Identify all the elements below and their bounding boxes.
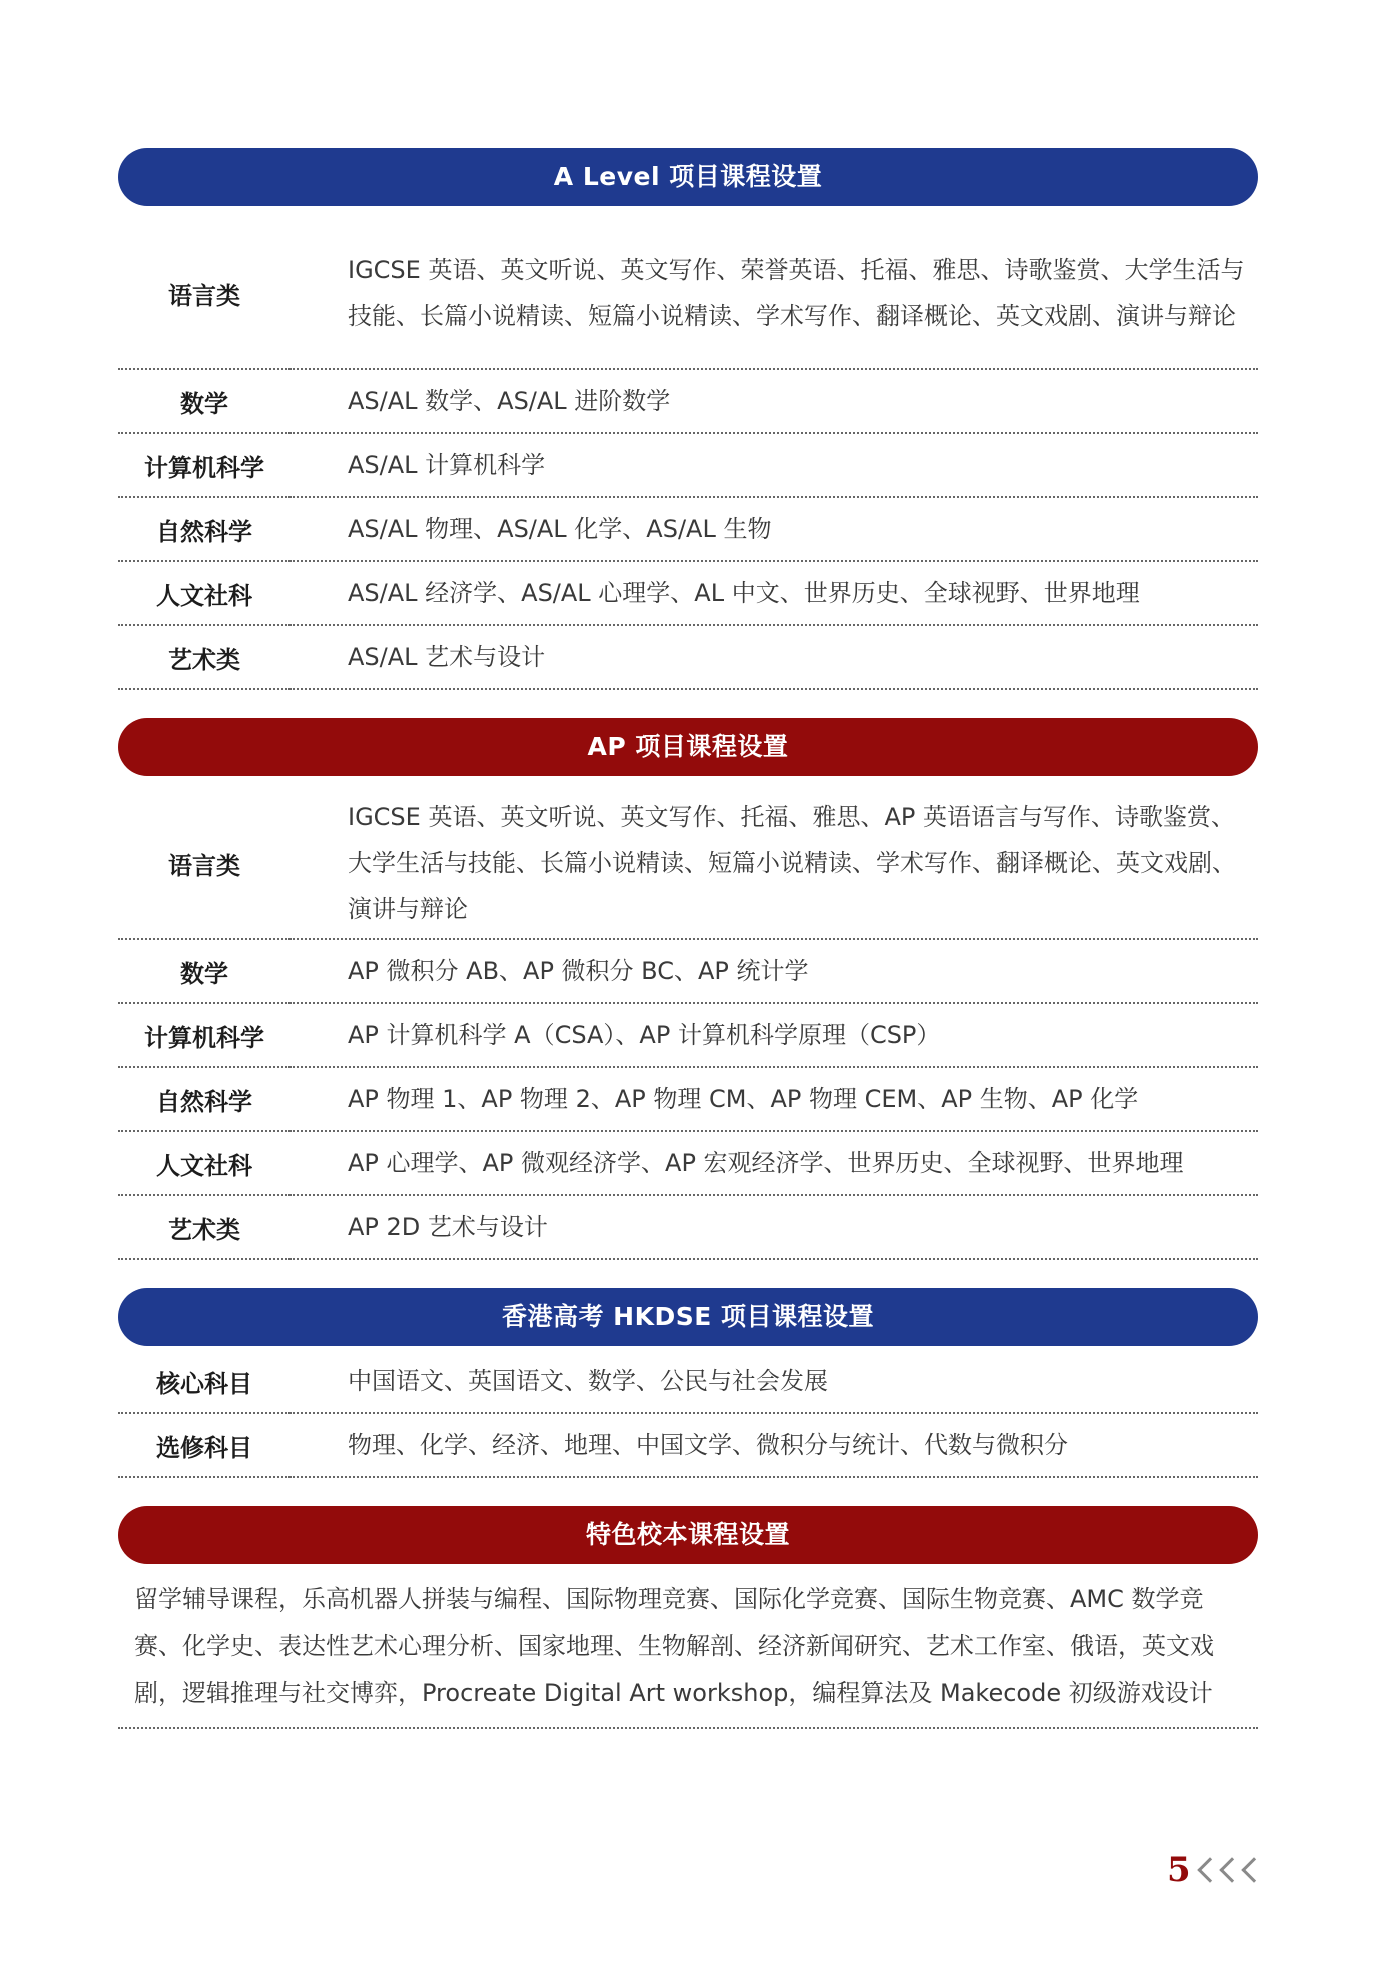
course-list: AS/AL 数学、AS/AL 进阶数学: [290, 369, 1258, 433]
table-row: [118, 369, 1258, 433]
table-row: [118, 1413, 1258, 1477]
category-label: 选修科目: [118, 1413, 290, 1477]
page-number-value: 5: [1167, 1850, 1191, 1890]
category-label: 自然科学: [118, 497, 290, 561]
table-row: [118, 1195, 1258, 1259]
category-label: 数学: [118, 369, 290, 433]
table-row: [118, 433, 1258, 497]
chevrons-left-icon: [1197, 1861, 1263, 1879]
category-label: 人文社科: [118, 561, 290, 625]
category-label: 自然科学: [118, 1067, 290, 1131]
category-label: 数学: [118, 939, 290, 1003]
table-row: [118, 1131, 1258, 1195]
ap-table: [118, 788, 1258, 1260]
category-label: 艺术类: [118, 625, 290, 689]
category-label: 核心科目: [118, 1350, 290, 1413]
table-row: [118, 1003, 1258, 1067]
course-list: 中国语文、英国语文、数学、公民与社会发展: [290, 1350, 1258, 1413]
course-list: IGCSE 英语、英文听说、英文写作、托福、雅思、AP 英语语言与写作、诗歌鉴赏、大学生活与技能、长篇小说精读、短篇小说精读、学术写作、翻译概论、英文戏剧、演讲与辩论: [290, 788, 1258, 939]
course-list: AP 2D 艺术与设计: [290, 1195, 1258, 1259]
course-list: AS/AL 经济学、AS/AL 心理学、AL 中文、世界历史、全球视野、世界地理: [290, 561, 1258, 625]
category-label: 语言类: [118, 788, 290, 939]
course-list: IGCSE 英语、英文听说、英文写作、荣誉英语、托福、雅思、诗歌鉴赏、大学生活与技能、长篇小说精读、短篇小说精读、学术写作、翻译概论、英文戏剧、演讲与辩论: [290, 218, 1258, 369]
ap-banner: AP 项目课程设置: [118, 718, 1258, 776]
table-row: [118, 1350, 1258, 1413]
hkdse-banner: 香港高考 HKDSE 项目课程设置: [118, 1288, 1258, 1346]
table-row: [118, 625, 1258, 689]
alevel-table: [118, 218, 1258, 690]
table-row: [118, 561, 1258, 625]
course-list: AP 微积分 AB、AP 微积分 BC、AP 统计学: [290, 939, 1258, 1003]
course-list: AP 物理 1、AP 物理 2、AP 物理 CM、AP 物理 CEM、AP 生物、AP 化学: [290, 1067, 1258, 1131]
course-page: [118, 148, 1258, 1729]
table-row: [118, 939, 1258, 1003]
category-label: 语言类: [118, 218, 290, 369]
special-banner: 特色校本课程设置: [118, 1506, 1258, 1564]
special-course-text: 留学辅导课程，乐高机器人拼装与编程、国际物理竞赛、国际化学竞赛、国际生物竞赛、AMC 数学竞赛、化学史、表达性艺术心理分析、国家地理、生物解剖、经济新闻研究、艺术工作室、俄语，英文戏剧，逻辑推理与社交博弈，Procreate Digital Art workshop，编程算法及 Makecode 初级游戏设计: [118, 1564, 1258, 1729]
course-list: AS/AL 计算机科学: [290, 433, 1258, 497]
alevel-banner: A Level 项目课程设置: [118, 148, 1258, 206]
table-row: [118, 788, 1258, 939]
category-label: 计算机科学: [118, 1003, 290, 1067]
page-number: [1167, 1850, 1263, 1890]
course-list: 物理、化学、经济、地理、中国文学、微积分与统计、代数与微积分: [290, 1413, 1258, 1477]
table-row: [118, 1067, 1258, 1131]
table-row: [118, 218, 1258, 369]
course-list: AP 心理学、AP 微观经济学、AP 宏观经济学、世界历史、全球视野、世界地理: [290, 1131, 1258, 1195]
table-row: [118, 497, 1258, 561]
hkdse-table: [118, 1350, 1258, 1478]
course-list: AS/AL 艺术与设计: [290, 625, 1258, 689]
category-label: 艺术类: [118, 1195, 290, 1259]
category-label: 人文社科: [118, 1131, 290, 1195]
category-label: 计算机科学: [118, 433, 290, 497]
course-list: AS/AL 物理、AS/AL 化学、AS/AL 生物: [290, 497, 1258, 561]
course-list: AP 计算机科学 A（CSA）、AP 计算机科学原理（CSP）: [290, 1003, 1258, 1067]
